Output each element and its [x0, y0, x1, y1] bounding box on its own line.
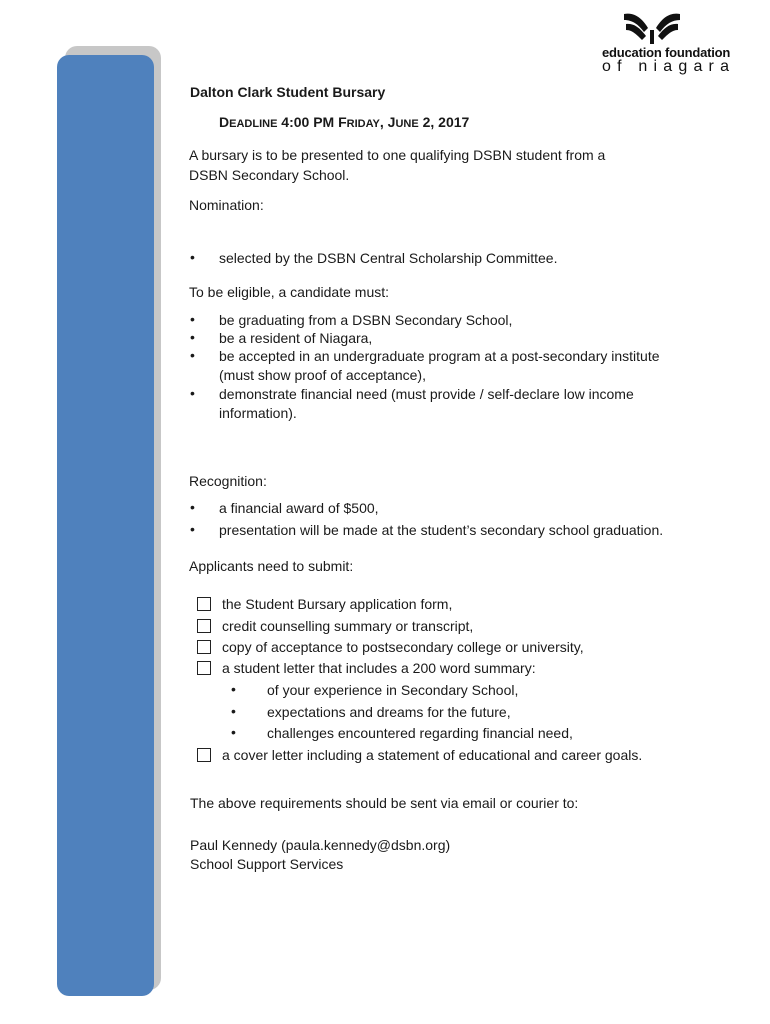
eligibility-item: be a resident of Niagara, — [219, 330, 373, 346]
deadline: DEADLINE 4:00 PM FRIDAY, JUNE 2, 2017 — [219, 114, 470, 130]
eligibility-item: be graduating from a DSBN Secondary School, — [219, 312, 513, 328]
checkbox-cover-letter[interactable] — [197, 748, 211, 762]
bullet: • — [231, 703, 236, 719]
eligibility-item-continued: information). — [219, 405, 297, 421]
bullet: • — [190, 311, 195, 327]
checkbox-student-letter[interactable] — [197, 661, 211, 675]
send-note: The above requirements should be sent via email or courier to: — [190, 795, 579, 811]
bullet: • — [231, 681, 236, 697]
contact-name: Paul Kennedy (paula.kennedy@dsbn.org) — [190, 837, 451, 853]
eligibility-heading: To be eligible, a candidate must: — [189, 284, 390, 300]
eligibility-item-continued: (must show proof of acceptance), — [219, 367, 426, 383]
submit-heading: Applicants need to submit: — [189, 558, 354, 574]
intro-line-2: DSBN Secondary School. — [189, 167, 350, 183]
letter-subitem: expectations and dreams for the future, — [267, 704, 511, 720]
recognition-item: a financial award of $500, — [219, 500, 379, 516]
letter-subitem: of your experience in Secondary School, — [267, 682, 519, 698]
nomination-heading: Nomination: — [189, 197, 264, 213]
recognition-item: presentation will be made at the student’s secondary school graduation. — [219, 522, 664, 538]
submit-item: a cover letter including a statement of educational and career goals. — [222, 747, 643, 763]
intro-line-1: A bursary is to be presented to one qualifying DSBN student from a — [189, 147, 606, 163]
bullet: • — [190, 347, 195, 363]
checkbox-transcript[interactable] — [197, 619, 211, 633]
letter-subitem: challenges encountered regarding financial need, — [267, 725, 573, 741]
submit-item: copy of acceptance to postsecondary college or university, — [222, 639, 584, 655]
checkbox-application-form[interactable] — [197, 597, 211, 611]
checkbox-acceptance[interactable] — [197, 640, 211, 654]
submit-item: credit counselling summary or transcript, — [222, 618, 474, 634]
bullet: • — [190, 329, 195, 345]
recognition-heading: Recognition: — [189, 473, 267, 489]
submit-item: a student letter that includes a 200 word summary: — [222, 660, 536, 676]
nomination-item: selected by the DSBN Central Scholarship Committee. — [219, 250, 558, 266]
bullet: • — [231, 724, 236, 740]
eligibility-item: be accepted in an undergraduate program at a post-secondary institute — [219, 348, 660, 364]
submit-item: the Student Bursary application form, — [222, 596, 453, 612]
document-title: Dalton Clark Student Bursary — [190, 84, 386, 100]
bullet: • — [190, 521, 195, 537]
contact-department: School Support Services — [190, 856, 344, 872]
eligibility-item: demonstrate financial need (must provide / self-declare low income — [219, 386, 634, 402]
sidebar-band — [57, 55, 154, 996]
logo-text-line1: education foundation — [602, 45, 731, 60]
logo — [596, 8, 746, 75]
bullet: • — [190, 249, 195, 265]
book-pages-icon — [620, 10, 684, 46]
logo-text-line2: of niagara — [602, 58, 736, 75]
bullet: • — [190, 499, 195, 515]
bullet: • — [190, 385, 195, 401]
